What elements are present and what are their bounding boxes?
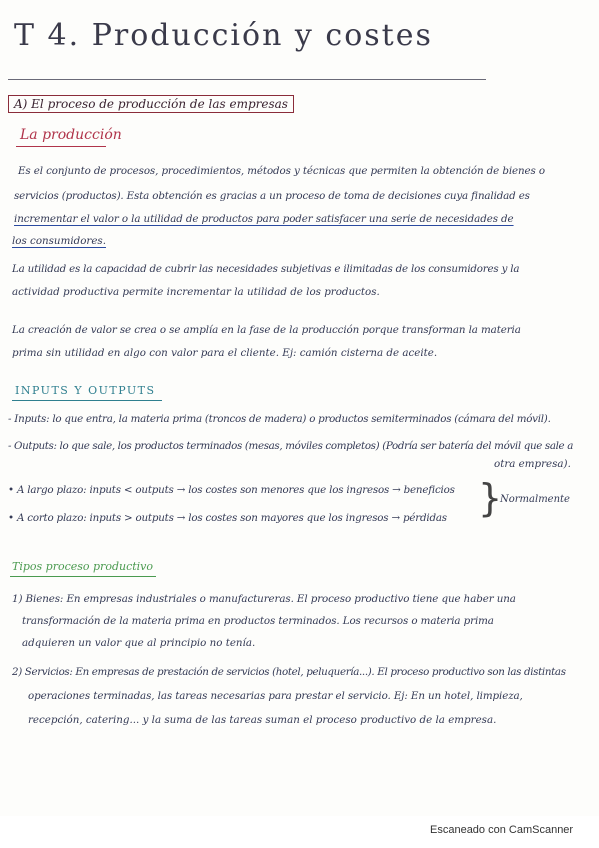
- utilidad-line-2: actividad productiva permite incrementar la utilidad de los productos.: [12, 286, 380, 298]
- heading-underline: [10, 576, 156, 577]
- outputs-line: - Outputs: lo que sale, los productos terminados (mesas, móviles completos) (Podría ser batería del móvil que sale a: [8, 440, 574, 452]
- corto-plazo-line: • A corto plazo: inputs > outputs → los costes son mayores que los ingresos → pérdidas: [8, 512, 447, 524]
- title-underline: [8, 79, 486, 80]
- bienes-line-3: adquieren un valor que al principio no tenía.: [22, 637, 256, 649]
- servicios-line-2: operaciones terminadas, las tareas necesarias para prestar el servicio. Ej: En un hotel, limpieza,: [28, 690, 523, 702]
- creacion-valor-line-2: prima sin utilidad en algo con valor para el cliente. Ej: camión cisterna de aceite.: [12, 347, 438, 359]
- inputs-outputs-heading: INPUTS Y OUTPUTS: [15, 384, 156, 397]
- bienes-line-1: 1) Bienes: En empresas industriales o manufactureras. El proceso productivo tiene que haber una: [12, 593, 516, 605]
- largo-plazo-line: • A largo plazo: inputs < outputs → los costes son menores que los ingresos → beneficios: [8, 484, 455, 496]
- inputs-line: - Inputs: lo que entra, la materia prima (troncos de madera) o productos semiterminados (cámara del móvil).: [8, 413, 551, 425]
- produccion-line-4: los consumidores.: [12, 235, 106, 247]
- creacion-valor-line-1: La creación de valor se crea o se amplía en la fase de la producción porque transforman la materia: [12, 324, 521, 336]
- la-produccion-heading: La producción: [20, 127, 122, 143]
- tipos-heading: Tipos proceso productivo: [12, 560, 154, 573]
- outputs-line-cont: otra empresa).: [494, 458, 571, 470]
- servicios-line-3: recepción, catering... y la suma de las tareas suman el proceso productivo de la empresa.: [28, 714, 497, 726]
- servicios-line-1: 2) Servicios: En empresas de prestación de servicios (hotel, peluquería...). El proceso productivo son las distintas: [12, 666, 566, 678]
- heading-underline: [12, 400, 162, 401]
- page-title: T 4. Producción y costes: [14, 18, 433, 53]
- bienes-line-2: transformación de la materia prima en productos terminados. Los recursos o materia prima: [22, 615, 494, 627]
- heading-underline: [16, 146, 106, 147]
- brace-icon: }: [478, 476, 503, 520]
- section-a-heading: A) El proceso de producción de las empresas: [8, 95, 294, 113]
- produccion-line-1: Es el conjunto de procesos, procedimientos, métodos y técnicas que permiten la obtención de bienes o: [18, 165, 546, 177]
- normalmente-label: Normalmente: [500, 494, 570, 505]
- scanner-watermark: Escaneado con CamScanner: [430, 824, 574, 836]
- produccion-line-3: incrementar el valor o la utilidad de productos para poder satisfacer una serie de necesidades de: [14, 213, 514, 225]
- utilidad-line-1: La utilidad es la capacidad de cubrir las necesidades subjetivas e ilimitadas de los consumidores y la: [12, 263, 520, 275]
- produccion-line-2: servicios (productos). Esta obtención es gracias a un proceso de toma de decisiones cuya finalidad es: [14, 190, 530, 202]
